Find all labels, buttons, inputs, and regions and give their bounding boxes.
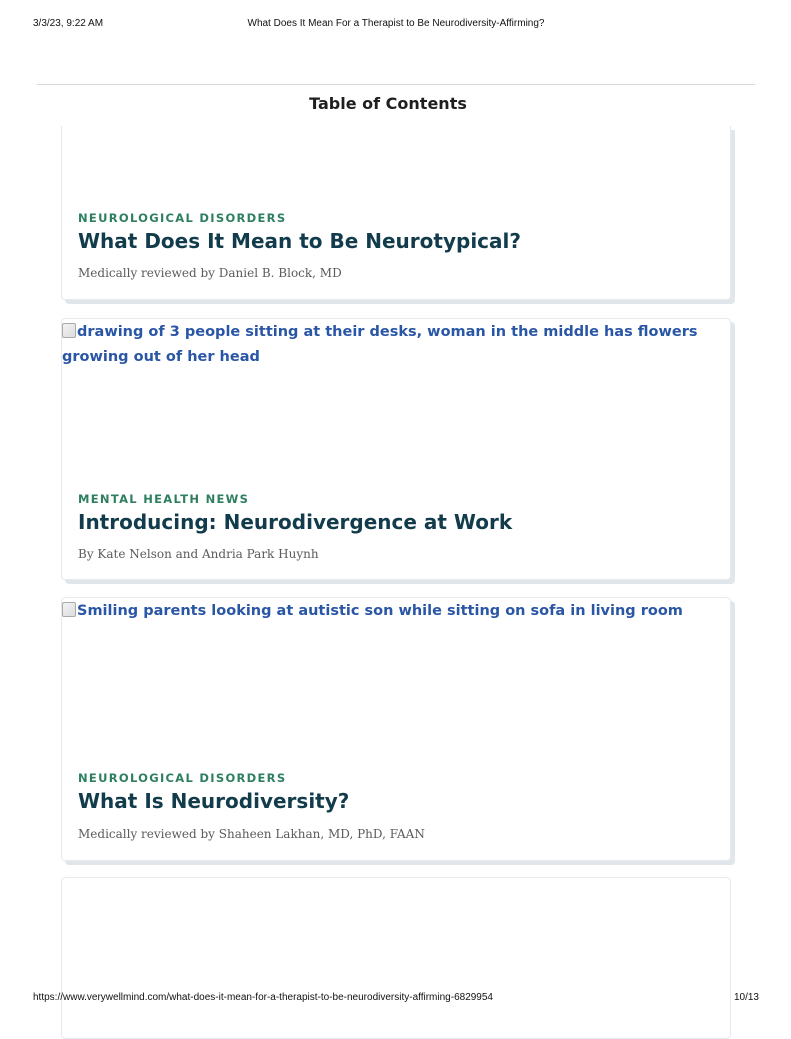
article-headline[interactable]: Introducing: Neurodivergence at Work [78, 510, 513, 534]
divider [37, 84, 755, 85]
article-card-neurodivergence-at-work[interactable] [61, 318, 731, 580]
broken-image-link[interactable] [62, 319, 730, 370]
print-date: 3/3/23, 9:22 AM [33, 18, 104, 29]
article-byline: By Kate Nelson and Andria Park Huynh [78, 547, 319, 561]
category-tag[interactable]: NEUROLOGICAL DISORDERS [78, 771, 287, 785]
article-byline: Medically reviewed by Shaheen Lakhan, MD, PhD, FAAN [78, 827, 425, 841]
article-card-neurodiversity[interactable] [61, 597, 731, 861]
print-header [33, 18, 759, 32]
page-number: 10/13 [733, 992, 759, 1003]
image-alt-text[interactable]: drawing of 3 people sitting at their desks, woman in the middle has flowers growing out of her head [62, 324, 698, 365]
category-tag[interactable]: MENTAL HEALTH NEWS [78, 492, 250, 506]
table-of-contents-toggle[interactable]: Table of Contents [309, 94, 467, 113]
image-alt-text[interactable]: Smiling parents looking at autistic son while sitting on sofa in living room [77, 603, 683, 619]
article-headline[interactable]: What Is Neurodiversity? [78, 789, 350, 813]
article-byline: Medically reviewed by Daniel B. Block, MD [78, 266, 342, 280]
article-card-neurotypical[interactable] [61, 126, 731, 300]
print-url: https://www.verywellmind.com/what-does-it-mean-for-a-therapist-to-be-neurodiversity-affirming-6829954 [33, 992, 493, 1003]
broken-image-icon [62, 323, 76, 338]
broken-image-link[interactable] [62, 598, 730, 624]
category-tag[interactable]: NEUROLOGICAL DISORDERS [78, 211, 287, 225]
print-page-title: What Does It Mean For a Therapist to Be Neurodiversity-Affirming? [247, 18, 545, 29]
article-headline[interactable]: What Does It Mean to Be Neurotypical? [78, 229, 521, 253]
print-footer [33, 992, 759, 1006]
article-card-partial[interactable] [61, 877, 731, 1039]
broken-image-icon [62, 602, 76, 617]
